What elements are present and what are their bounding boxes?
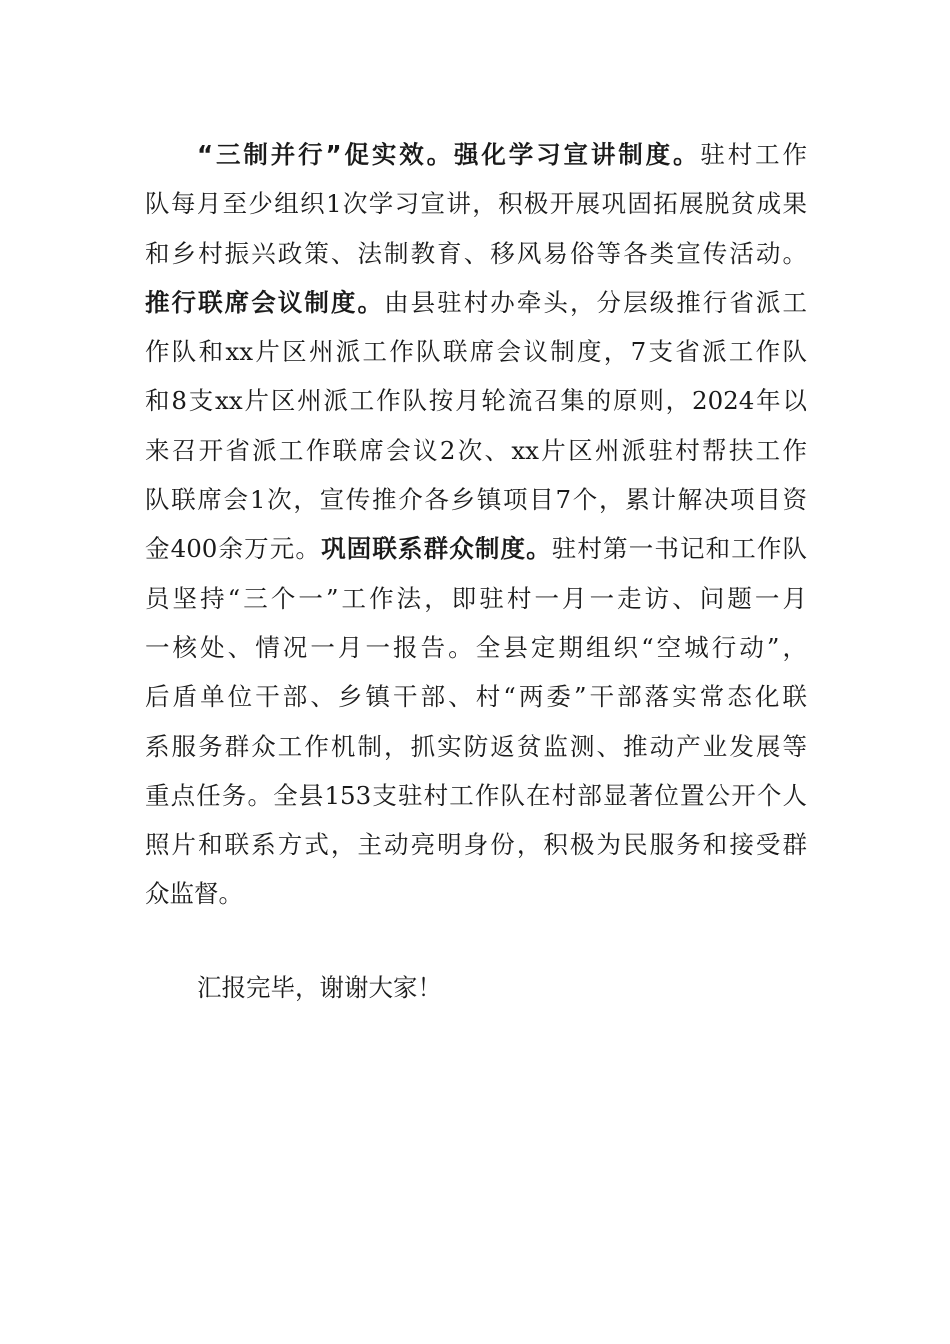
text-line [145, 623, 807, 672]
body-text: 队每月至少组织1次学习宣讲，积极开展巩固拓展脱贫成果 [145, 189, 807, 219]
text-line [145, 820, 807, 869]
text-line [145, 229, 807, 278]
body-text: 系服务群众工作机制，抓实防返贫监测、推动产业发展等 [145, 731, 807, 761]
text-line [145, 376, 807, 425]
text-line [145, 278, 807, 327]
bold-heading-text: 强化学习宣讲制度。 [453, 140, 701, 169]
body-text: 照片和联系方式，主动亮明身份，积极为民服务和接受群 [145, 830, 807, 860]
text-line [145, 327, 807, 376]
body-text: 一核处、情况一月一报告。全县定期组织“空城行动”， [145, 632, 807, 662]
body-text: 员坚持“三个一”工作法，即驻村一月一走访、问题一月 [145, 583, 807, 613]
body-text: 重点任务。全县153支驻村工作队在村部显著位置公开个人 [145, 780, 807, 810]
text-line [145, 771, 807, 820]
closing-remark: 汇报完毕，谢谢大家！ [197, 973, 442, 1002]
body-text: 后盾单位干部、乡镇干部、村“两委”干部落实常态化联 [145, 682, 807, 712]
bold-heading-text: “三制并行”促实效。 [197, 140, 454, 169]
text-line [145, 869, 807, 918]
body-text: 来召开省派工作联席会议2次、xx片区州派驻村帮扶工作 [145, 435, 807, 465]
body-paragraph [145, 130, 807, 919]
body-text: 和8支xx片区州派工作队按月轮流召集的原则，2024年以 [145, 386, 807, 416]
text-line [145, 672, 807, 721]
text-line [145, 475, 807, 524]
body-text: 作队和xx片区州派工作队联席会议制度，7支省派工作队 [145, 337, 807, 367]
body-text: 和乡村振兴政策、法制教育、移风易俗等各类宣传活动。 [145, 238, 807, 268]
body-text: 众监督。 [145, 879, 243, 909]
body-text: 驻村工作 [700, 140, 807, 169]
text-line [145, 130, 807, 179]
text-line [145, 179, 807, 228]
body-text: 金400余万元。 [145, 534, 322, 564]
body-text: 队联席会1次，宣传推介各乡镇项目7个，累计解决项目资 [145, 485, 807, 515]
text-line [145, 426, 807, 475]
text-line [145, 574, 807, 623]
text-line [145, 722, 807, 771]
bold-heading-text: 巩固联系群众制度。 [321, 534, 552, 564]
body-text: 由县驻村办牵头，分层级推行省派工 [384, 287, 807, 317]
bold-heading-text: 推行联席会议制度。 [145, 287, 385, 317]
text-line [145, 524, 807, 573]
body-text: 驻村第一书记和工作队 [551, 534, 808, 564]
